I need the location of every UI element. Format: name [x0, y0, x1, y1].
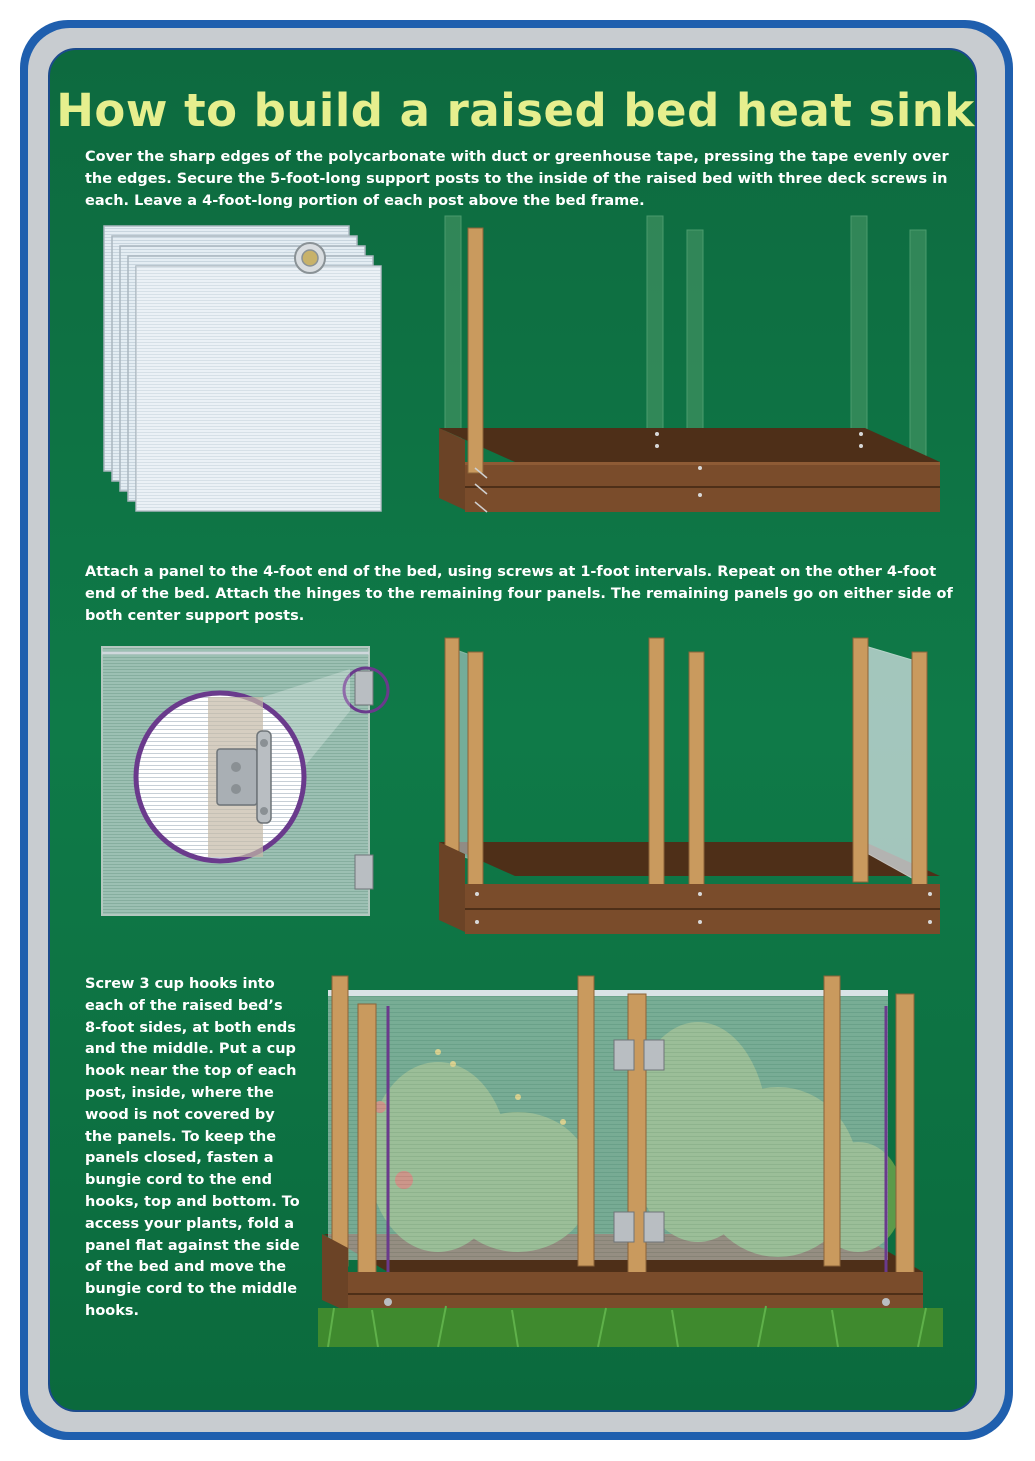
raised-bed-end-panels-icon	[435, 632, 945, 937]
tape-roll-icon	[295, 243, 325, 273]
step-3-text: Screw 3 cup hooks into each of the raised bed’s 8-foot sides, at both ends and the middle. Put a cup hook near the top of each post, inside, where the wood is not covered by the panels. To keep the panels closed, fasten a bungie cord to the end hooks, top and bottom. To access your plants, fold a panel flat against the side of the bed and move the bungie cord to the middle hooks.	[85, 976, 300, 1319]
step-1-text: Cover the sharp edges of the polycarbonate with duct or greenhouse tape, pressing the tape evenly over the edges. Secure the 5-foot-long support posts to the inside of the raised bed with three deck screws in each. Leave a 4-foot-long portion of each post above the bed frame.	[85, 149, 949, 209]
finished-heat-sink-icon	[318, 972, 943, 1347]
step-2-text: Attach a panel to the 4-foot end of the bed, using screws at 1-foot intervals. Repeat on the other 4-foot end of the bed. Attach the hinges to the remaining four panels. The remaining panels go on either side of both center support posts.	[85, 564, 953, 624]
raised-bed-posts-icon	[435, 210, 945, 530]
polycarbonate-sheets-icon	[100, 222, 395, 522]
hinge-magnifier-icon	[136, 693, 304, 861]
hinged-panel-icon	[100, 645, 395, 917]
page-title: How to build a raised bed heat sink	[56, 84, 975, 137]
